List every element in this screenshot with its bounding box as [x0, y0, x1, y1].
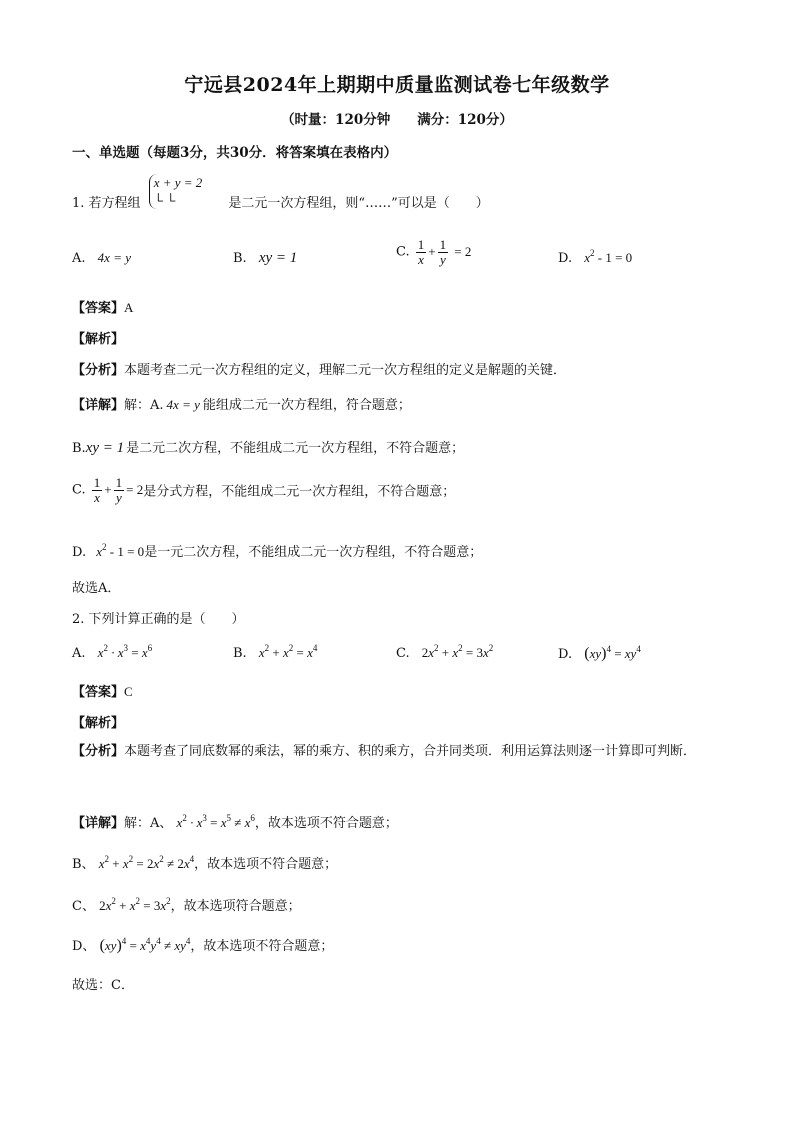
q2-detail-c: C、 $2x^2 + x^2 = 3x^2$，故本选项符合题意；: [72, 896, 301, 914]
q1-analysis: 【分析】本题考查二元一次方程组的定义，理解二元一次方程组的定义是解题的关键．: [72, 363, 567, 378]
q2-answer: 【答案】C: [72, 684, 133, 700]
q1-answer: 【答案】A: [72, 300, 134, 316]
q2-option-a: A. $x^2 \cdot x^3 = x^6$: [72, 643, 153, 661]
option-label: B.: [233, 251, 247, 266]
question-1-stem: [72, 172, 489, 211]
q1-detail-b: B.xy = 1 是二元二次方程，不能组成二元一次方程组，不符合题意；: [72, 440, 465, 456]
system-line-2: └ └: [153, 192, 176, 208]
option-label: A.: [72, 251, 86, 266]
fraction-1-over-y: $\frac{1}{y}$: [439, 237, 447, 267]
q1-prefix: 1. 若方程组: [72, 196, 141, 211]
q1-detail-c: C. $\frac{1}{x}$ + $\frac{1}{y}$ = 2是分式方程，不能组成二元一次方程组，不符合题意；: [72, 475, 456, 505]
q2-option-d: D. $(xy)^4 = xy^4$: [558, 644, 641, 662]
q2-jiexi-label: 【解析】: [72, 716, 125, 731]
system-line-1: x + y = 2: [153, 174, 203, 190]
q2-option-c: C. $2x^2 + x^2 = 3x^2$: [396, 643, 494, 661]
q1-conclusion: 故选A．: [72, 581, 121, 596]
q1-option-c: C. $\frac{1}{x}$ + $\frac{1}{y}$ = 2: [396, 237, 472, 267]
option-label: C.: [396, 244, 410, 260]
fraction-1-over-x: $\frac{1}{x}$: [417, 237, 425, 267]
section-heading: 一、单选题（每题3分，共30分．将答案填在表格内）: [72, 145, 398, 161]
q1-jiexi-label: 【解析】: [72, 332, 125, 347]
q1-detail-d: D. $x^2 - 1 = 0$是一元二次方程，不能组成二元一次方程组，不符合题意；: [72, 542, 483, 560]
option-a-math: 4x = y: [97, 250, 131, 265]
q2-analysis: 【分析】本题考查了同底数幂的乘法，幂的乘方、积的乘方，合并同类项．利用运算法则逐一计算即可判断．: [72, 744, 697, 759]
q1-option-b: [233, 250, 297, 267]
option-b-math: xy = 1: [258, 250, 298, 266]
q1-option-d: D. $x^2 - 1 = 0$: [558, 248, 633, 266]
equation-system: [149, 174, 203, 209]
q2-conclusion: 故选：C．: [72, 978, 134, 993]
q1-suffix: 是二元一次方程组，则“……”可以是（ ）: [228, 196, 489, 211]
q1-option-a: [72, 250, 131, 266]
q1-detail-a: 【详解】解：A. 4x = y 能组成二元一次方程组，符合题意；: [72, 397, 411, 413]
exam-info: （时量：120分钟 满分：120分）: [281, 112, 513, 128]
option-label: D.: [558, 251, 573, 266]
q2-detail-d: D、 $(xy)^4 = x^4y^4 \ne xy^4$，故本选项不符合题意；: [72, 936, 334, 954]
page-title: 宁远县2024年上期期中质量监测试卷七年级数学: [184, 74, 610, 96]
q2-detail-b: B、 $x^2 + x^2 = 2x^2 \ne 2x^4$，故本选项不符合题意；: [72, 854, 338, 872]
q2-detail-a: 【详解】解：A、 $x^2 \cdot x^3 = x^5 \ne x^6$，故本选项不符合题意；: [72, 813, 398, 831]
question-2-stem: 2. 下列计算正确的是（ ）: [72, 612, 245, 627]
q2-option-b: B. $x^2 + x^2 = x^4$: [233, 643, 318, 661]
